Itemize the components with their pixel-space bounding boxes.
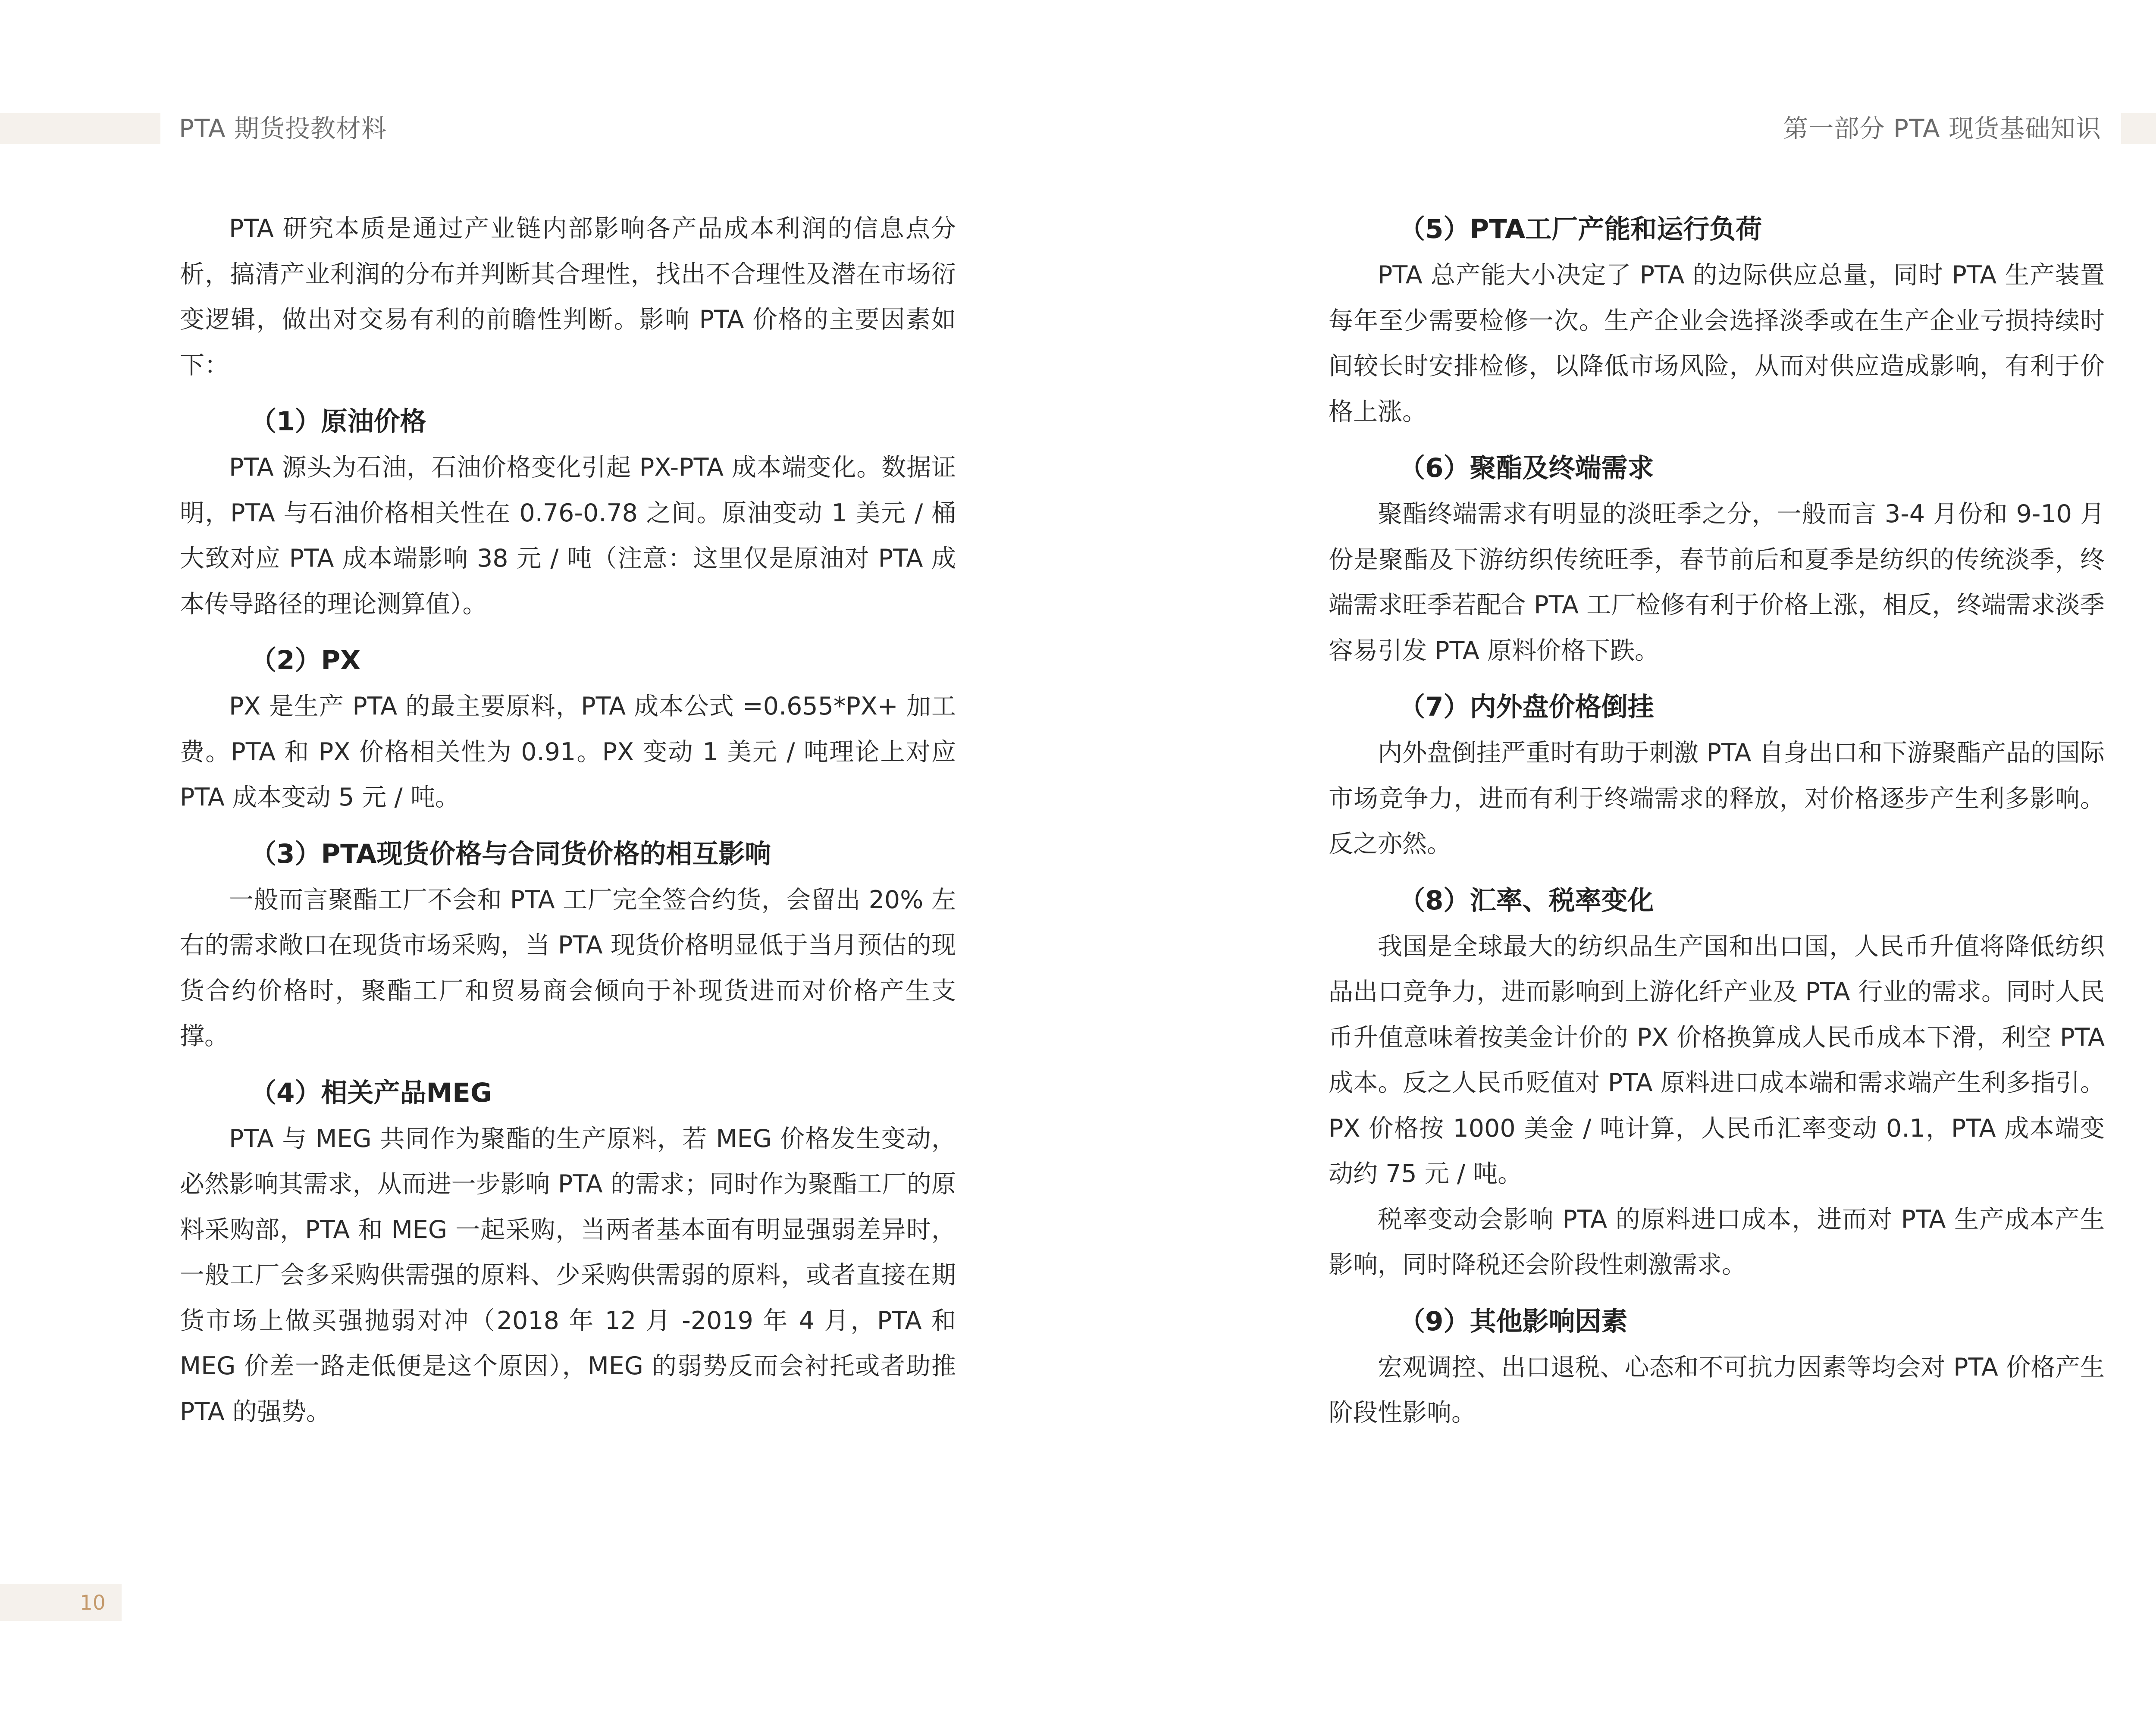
- section-paragraph: 聚酯终端需求有明显的淡旺季之分，一般而言 3-4 月份和 9-10 月份是聚酯及下游纺织传统旺季，春节前后和夏季是纺织的传统淡季，终端需求旺季若配合 PTA 工厂检修有利于价格上涨，相反，终端需求淡季容易引发 PTA 原料价格下跌。: [1329, 500, 2105, 665]
- section-title: （6）聚酯及终端需求: [1399, 453, 1654, 483]
- section-title: （5）PTA工厂产能和运行负荷: [1399, 214, 1762, 244]
- body-column: [180, 206, 956, 1435]
- section-paragraph: 税率变动会影响 PTA 的原料进口成本，进而对 PTA 生产成本产生影响，同时降税还会阶段性刺激需求。: [1329, 1205, 2105, 1279]
- section-exchange-tax: [1329, 877, 2105, 1288]
- section-title: （7）内外盘价格倒挂: [1399, 692, 1654, 722]
- section-paragraph: 宏观调控、出口退税、心态和不可抗力因素等均会对 PTA 价格产生阶段性影响。: [1329, 1353, 2105, 1427]
- section-price-inversion: [1329, 684, 2105, 867]
- section-px: [180, 637, 956, 821]
- page-number: 10: [80, 1591, 106, 1615]
- section-polyester-demand: [1329, 445, 2105, 674]
- section-paragraph: PTA 总产能大小决定了 PTA 的边际供应总量，同时 PTA 生产装置每年至少需要检修一次。生产企业会选择淡季或在生产企业亏损持续时间较长时安排检修，以降低市场风险，从而对供应造成影响，有利于价格上涨。: [1329, 261, 2105, 426]
- section-title: （9）其他影响因素: [1399, 1306, 1628, 1337]
- section-title: （1）原油价格: [250, 406, 426, 437]
- section-paragraph: PX 是生产 PTA 的最主要原料，PTA 成本公式 =0.655*PX+ 加工费。PTA 和 PX 价格相关性为 0.91。PX 变动 1 美元 / 吨理论上对应 PTA 成本变动 5 元 / 吨。: [180, 692, 956, 812]
- section-capacity: [1329, 206, 2105, 435]
- section-other-factors: [1329, 1298, 2105, 1436]
- body-column: [1329, 206, 2105, 1436]
- section-paragraph: 一般而言聚酯工厂不会和 PTA 工厂完全签合约货，会留出 20% 左右的需求敞口在现货市场采购，当 PTA 现货价格明显低于当月预估的现货合约价格时，聚酯工厂和贸易商会倾向于补现货进而对价格产生支撑。: [180, 885, 956, 1050]
- section-meg: [180, 1070, 956, 1435]
- section-paragraph: PTA 源头为石油，石油价格变化引起 PX-PTA 成本端变化。数据证明，PTA 与石油价格相关性在 0.76-0.78 之间。原油变动 1 美元 / 桶大致对应 PTA 成本端影响 38 元 / 吨（注意：这里仅是原油对 PTA 成本传导路径的理论测算值）。: [180, 453, 956, 618]
- section-title: （8）汇率、税率变化: [1399, 885, 1654, 916]
- header-band: [2121, 113, 2156, 144]
- intro-paragraph: PTA 研究本质是通过产业链内部影响各产品成本利润的信息点分析，搞清产业利润的分布并判断其合理性，找出不合理性及潜在市场衍变逻辑，做出对交易有利的前瞻性判断。影响 PTA 价格的主要因素如下：: [180, 214, 956, 379]
- section-title: （2）PX: [250, 645, 361, 676]
- section-paragraph: 我国是全球最大的纺织品生产国和出口国，人民币升值将降低纺织品出口竞争力，进而影响到上游化纤产业及 PTA 行业的需求。同时人民币升值意味着按美金计价的 PX 价格换算成人民币成本下滑，利空 PTA 成本。反之人民币贬值对 PTA 原料进口成本端和需求端产生利多指引。PX 价格按 1000 美金 / 吨计算，人民币汇率变动 0.1，PTA 成本端变动约 75 元 / 吨。: [1329, 932, 2105, 1188]
- section-paragraph: 内外盘倒挂严重时有助于刺激 PTA 自身出口和下游聚酯产品的国际市场竞争力，进而有利于终端需求的释放，对价格逐步产生利多影响。反之亦然。: [1329, 739, 2105, 858]
- section-crude-oil: [180, 398, 956, 627]
- right-page: [1141, 0, 2156, 1711]
- section-title: （4）相关产品MEG: [250, 1077, 492, 1108]
- running-header: PTA 期货投教材料: [179, 114, 387, 143]
- section-spot-vs-contract: [180, 831, 956, 1059]
- section-title: （3）PTA现货价格与合同货价格的相互影响: [250, 838, 771, 869]
- running-header: 第一部分 PTA 现货基础知识: [1783, 114, 2101, 143]
- header-band: [0, 113, 160, 144]
- section-paragraph: PTA 与 MEG 共同作为聚酯的生产原料，若 MEG 价格发生变动，必然影响其需求，从而进一步影响 PTA 的需求；同时作为聚酯工厂的原料采购部，PTA 和 MEG 一起采购，当两者基本面有明显强弱差异时，一般工厂会多采购供需强的原料、少采购供需弱的原料，或者直接在期货市场上做买强抛弱对冲（2018 年 12 月 -2019 年 4 月，PTA 和 MEG 价差一路走低便是这个原因），MEG 的弱势反而会衬托或者助推 PTA 的强势。: [180, 1124, 956, 1426]
